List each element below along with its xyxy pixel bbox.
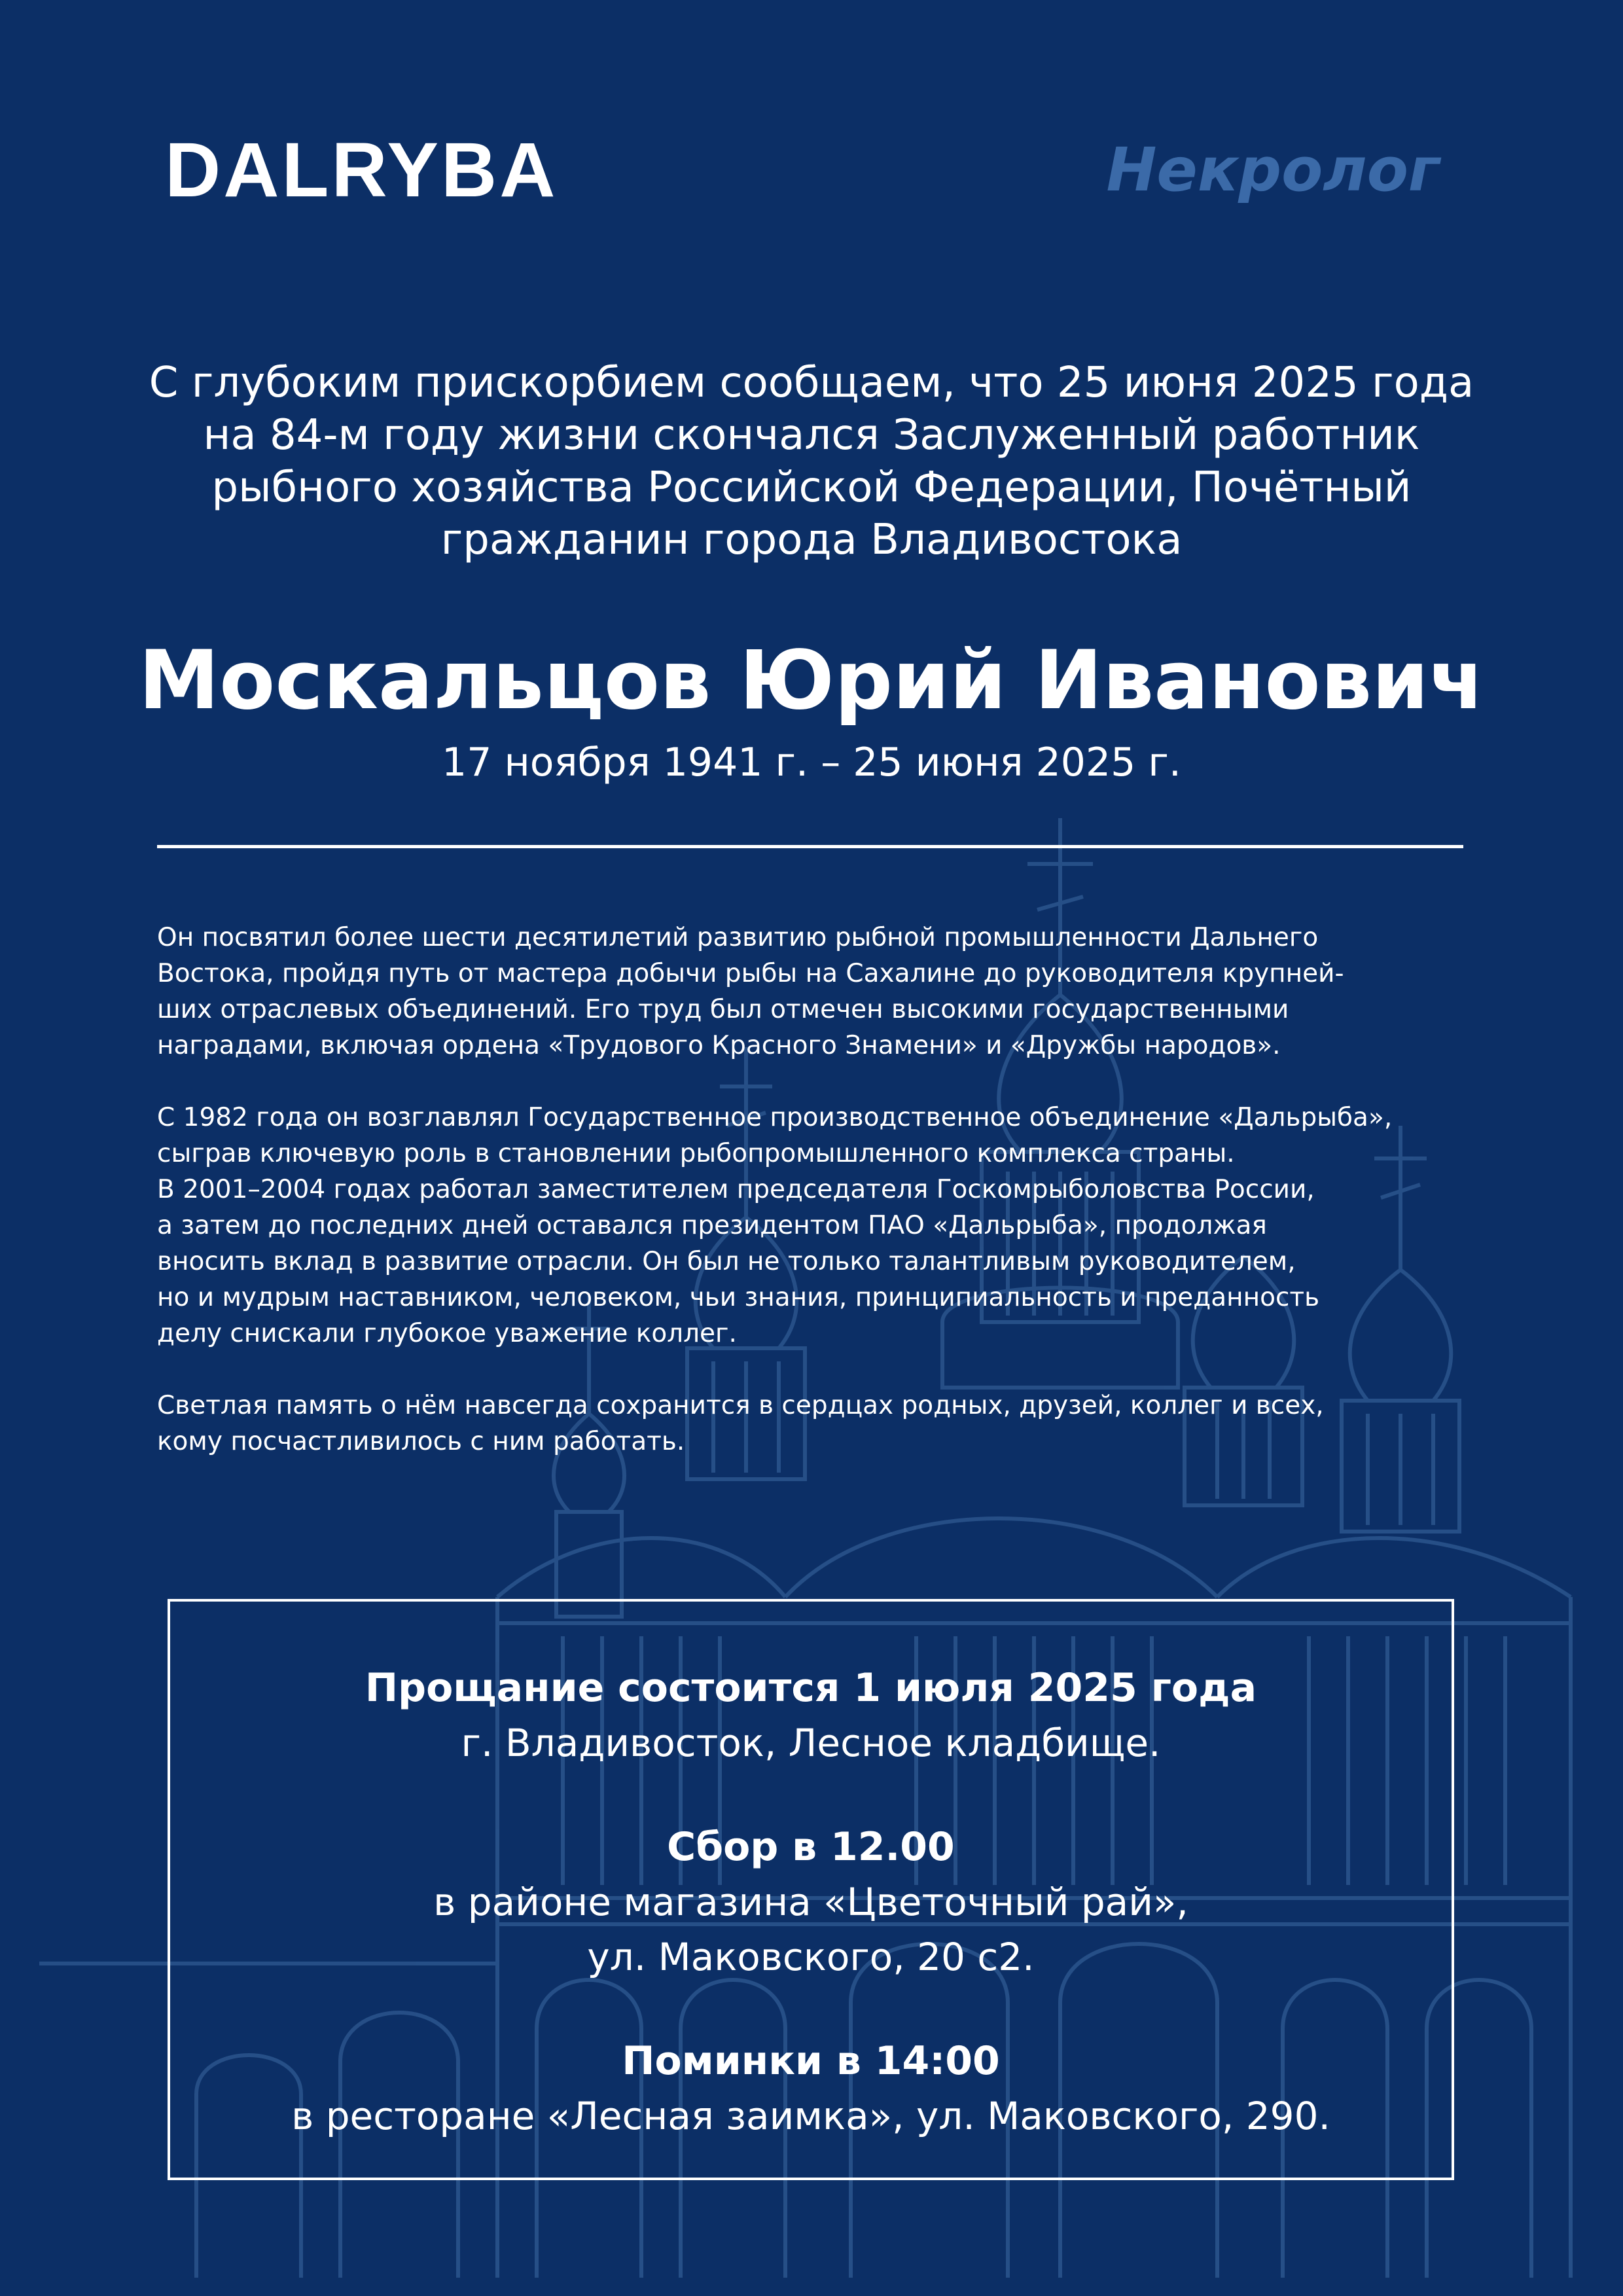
farewell-block: [170, 1660, 1452, 1770]
bio-line: вносить вклад в развитие отрасли. Он был не только талантливым руководителем,: [157, 1247, 1296, 1276]
biography: [157, 920, 1499, 1460]
intro-line: С глубоким прискорбием сообщаем, что 25 июня 2025 года: [149, 359, 1474, 407]
deceased-name: Москальцов Юрий Иванович: [138, 634, 1485, 728]
dalryba-logo: [165, 131, 662, 209]
bio-line: но и мудрым наставником, человеком, чьи знания, принципиальность и преданность: [157, 1283, 1320, 1312]
gathering-block: [170, 1820, 1452, 1984]
bio-line: наградами, включая ордена «Трудового Красного Знамени» и «Дружбы народов».: [157, 1031, 1281, 1060]
gathering-place-line-1: в районе магазина «Цветочный рай»,: [433, 1880, 1188, 1924]
divider-line: [157, 845, 1463, 848]
bio-paragraph: [157, 920, 1499, 1064]
bio-line: С 1982 года он возглавлял Государственное производственное объединение «Дальрыба»,: [157, 1103, 1393, 1132]
bio-line: Востока, пройдя путь от мастера добычи рыбы на Сахалине до руководителя крупней-: [157, 959, 1344, 988]
bio-paragraph: [157, 1100, 1499, 1352]
intro-line: на 84-м году жизни скончался Заслуженный работник: [203, 411, 1420, 459]
logo-text: DALRYBA: [165, 131, 558, 209]
wake-title: Поминки в 14:00: [622, 2038, 1000, 2084]
farewell-place: г. Владивосток, Лесное кладбище.: [461, 1721, 1161, 1765]
life-dates: 17 ноября 1941 г. – 25 июня 2025 г.: [442, 740, 1181, 785]
bio-line: а затем до последних дней оставался президентом ПАО «Дальрыба», продолжая: [157, 1211, 1267, 1240]
funeral-info-box: [168, 1599, 1454, 2180]
funeral-info-content: [170, 1660, 1452, 2144]
intro-line: гражданин города Владивостока: [440, 516, 1183, 564]
farewell-title: Прощание состоится 1 июля 2025 года: [365, 1665, 1257, 1711]
bio-line: сыграв ключевую роль в становлении рыбопромышленного комплекса страны.: [157, 1139, 1235, 1168]
document-type-label: Некролог: [1106, 135, 1440, 205]
bio-line: В 2001–2004 годах работал заместителем председателя Госкомрыболовства России,: [157, 1175, 1315, 1204]
gathering-title: Сбор в 12.00: [667, 1824, 955, 1870]
intro-line: рыбного хозяйства Российской Федерации, Почётный: [211, 463, 1412, 512]
bio-paragraph: [157, 1388, 1499, 1460]
bio-line: кому посчастливилось с ним работать.: [157, 1427, 685, 1456]
bio-line: Он посвятил более шести десятилетий развитию рыбной промышленности Дальнего: [157, 923, 1319, 952]
wake-block: [170, 2034, 1452, 2144]
intro-text: [131, 357, 1492, 566]
gathering-place-line-2: ул. Маковского, 20 с2.: [587, 1935, 1035, 1979]
bio-line: ших отраслевых объединений. Его труд был отмечен высокими государственными: [157, 995, 1289, 1024]
wake-place: в ресторане «Лесная заимка», ул. Маковского, 290.: [291, 2094, 1330, 2138]
bio-line: Светлая память о нём навсегда сохранится в сердцах родных, друзей, коллег и всех,: [157, 1391, 1324, 1420]
bio-line: делу снискали глубокое уважение коллег.: [157, 1319, 737, 1348]
